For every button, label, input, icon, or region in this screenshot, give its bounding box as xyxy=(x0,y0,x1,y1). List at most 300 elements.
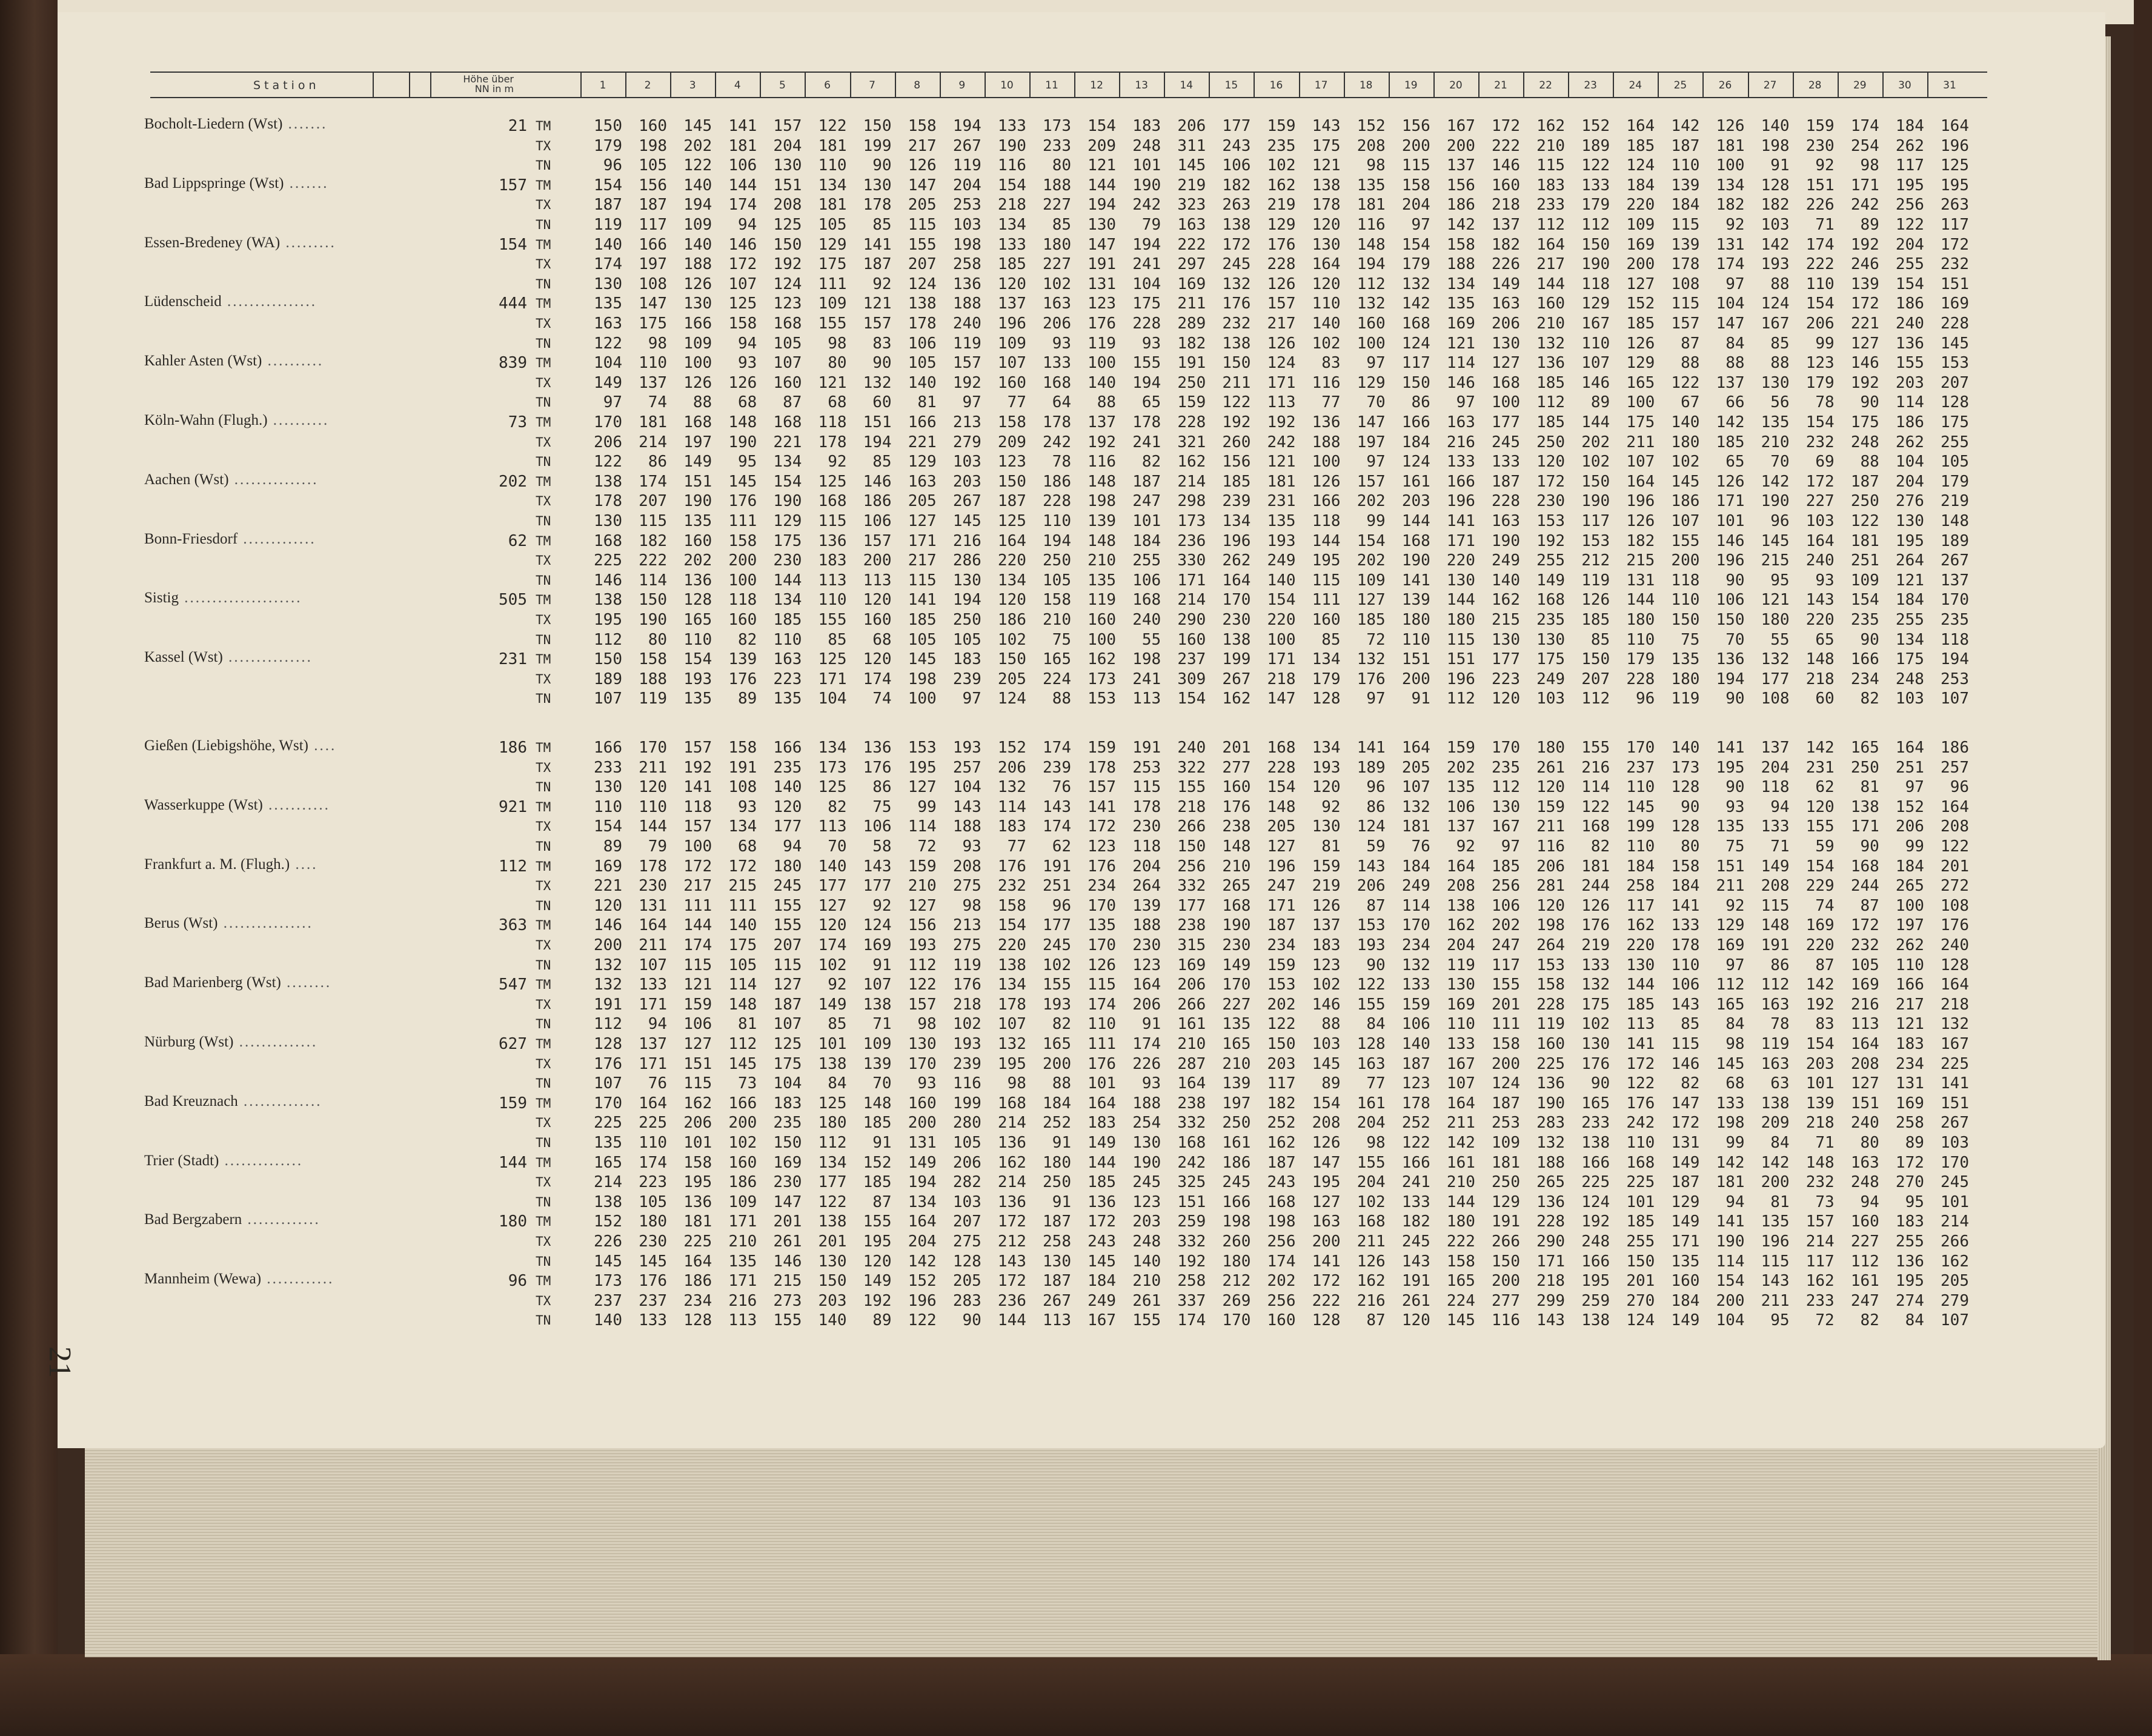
temperature-value: 167 xyxy=(1581,314,1610,333)
temperature-value: 207 xyxy=(908,255,937,274)
temperature-value: 135 xyxy=(1267,512,1296,530)
temperature-value: 132 xyxy=(863,373,892,392)
temperature-value: 139 xyxy=(1222,1074,1251,1093)
header-divider xyxy=(625,73,626,97)
temperature-value: 197 xyxy=(639,255,668,274)
temperature-value: 177 xyxy=(818,877,847,896)
temperature-value: 82 xyxy=(1860,690,1879,708)
temperature-value: 130 xyxy=(594,778,622,797)
temperature-value: 154 xyxy=(1805,857,1835,876)
temperature-value: 130 xyxy=(1043,1252,1071,1271)
temperature-value: 181 xyxy=(728,136,757,155)
temperature-value: 119 xyxy=(952,156,981,175)
temperature-value: 152 xyxy=(1895,797,1924,816)
temperature-value: 311 xyxy=(1177,136,1206,155)
temperature-value: 179 xyxy=(594,136,622,155)
day-column-header: 30 xyxy=(1898,79,1911,91)
measure-code: TN xyxy=(536,454,551,470)
temperature-value: 105 xyxy=(639,156,668,175)
header-divider xyxy=(409,73,410,97)
temperature-value: 202 xyxy=(1357,492,1386,511)
temperature-value: 117 xyxy=(1267,1074,1296,1093)
temperature-value: 117 xyxy=(1492,956,1520,974)
temperature-value: 286 xyxy=(952,551,981,570)
temperature-value: 106 xyxy=(863,512,892,530)
temperature-value: 157 xyxy=(1088,778,1117,797)
temperature-value: 204 xyxy=(773,136,802,155)
temperature-value: 146 xyxy=(728,235,757,254)
header-divider xyxy=(1702,73,1704,97)
day-column-header: 23 xyxy=(1584,79,1597,91)
station-altitude: 62 xyxy=(508,531,527,550)
temperature-value: 242 xyxy=(1043,433,1071,451)
temperature-value: 216 xyxy=(1850,995,1879,1014)
temperature-value: 212 xyxy=(1581,551,1610,570)
temperature-value: 143 xyxy=(1671,995,1700,1014)
temperature-value: 98 xyxy=(1366,1134,1386,1152)
temperature-value: 107 xyxy=(1626,453,1655,471)
temperature-value: 159 xyxy=(1312,857,1341,876)
temperature-value: 166 xyxy=(728,1094,757,1112)
temperature-value: 85 xyxy=(1770,334,1790,353)
temperature-value: 165 xyxy=(1446,1272,1475,1291)
temperature-value: 130 xyxy=(1492,797,1520,816)
temperature-value: 133 xyxy=(1043,354,1071,373)
temperature-value: 192 xyxy=(952,373,981,392)
temperature-value: 200 xyxy=(863,551,892,570)
temperature-value: 210 xyxy=(1446,1173,1475,1192)
temperature-value: 119 xyxy=(639,690,668,708)
temperature-value: 205 xyxy=(1941,1272,1969,1291)
temperature-value: 200 xyxy=(1043,1054,1071,1073)
temperature-value: 204 xyxy=(1761,758,1790,777)
temperature-value: 212 xyxy=(1222,1272,1251,1291)
temperature-value: 152 xyxy=(863,1153,892,1172)
temperature-value: 72 xyxy=(917,837,937,856)
measure-code: TX xyxy=(536,1293,551,1308)
temperature-value: 172 xyxy=(1850,916,1879,935)
temperature-value: 149 xyxy=(683,453,712,471)
temperature-value: 148 xyxy=(1088,472,1117,491)
temperature-value: 143 xyxy=(1536,1311,1566,1330)
temperature-value: 163 xyxy=(773,650,802,669)
temperature-value: 84 xyxy=(1725,334,1745,353)
temperature-value: 133 xyxy=(1446,453,1475,471)
temperature-value: 158 xyxy=(1446,235,1475,254)
temperature-value: 148 xyxy=(728,413,757,431)
temperature-value: 150 xyxy=(1716,611,1745,629)
temperature-value: 206 xyxy=(1492,314,1520,333)
temperature-value: 140 xyxy=(1492,571,1520,590)
temperature-value: 110 xyxy=(1805,274,1835,293)
temperature-value: 239 xyxy=(1222,492,1251,511)
temperature-value: 192 xyxy=(1805,995,1835,1014)
temperature-value: 176 xyxy=(1222,797,1251,816)
temperature-value: 65 xyxy=(1141,393,1161,412)
temperature-value: 102 xyxy=(997,630,1026,649)
temperature-value: 174 xyxy=(1088,995,1117,1014)
temperature-value: 131 xyxy=(1671,1134,1700,1152)
temperature-value: 114 xyxy=(997,797,1026,816)
temperature-value: 122 xyxy=(908,1311,937,1330)
temperature-value: 122 xyxy=(1671,373,1700,392)
temperature-value: 246 xyxy=(1850,255,1879,274)
temperature-value: 220 xyxy=(1805,936,1835,954)
temperature-value: 172 xyxy=(728,255,757,274)
measure-code: TX xyxy=(536,375,551,390)
temperature-value: 194 xyxy=(952,591,981,610)
temperature-value: 222 xyxy=(1446,1232,1475,1251)
temperature-value: 160 xyxy=(997,373,1026,392)
temperature-value: 192 xyxy=(1536,531,1566,550)
temperature-value: 155 xyxy=(1492,976,1520,994)
temperature-value: 185 xyxy=(1626,314,1655,333)
temperature-value: 193 xyxy=(952,739,981,757)
temperature-value: 150 xyxy=(818,1272,847,1291)
temperature-value: 98 xyxy=(1366,156,1386,175)
temperature-value: 211 xyxy=(1626,433,1655,451)
temperature-value: 115 xyxy=(1761,1252,1790,1271)
temperature-value: 180 xyxy=(1671,433,1700,451)
temperature-value: 93 xyxy=(1141,1074,1161,1093)
station-altitude: 505 xyxy=(499,591,527,610)
temperature-value: 124 xyxy=(1492,1074,1520,1093)
temperature-value: 121 xyxy=(863,294,892,313)
temperature-value: 91 xyxy=(1770,156,1790,175)
temperature-value: 260 xyxy=(1222,1232,1251,1251)
temperature-value: 206 xyxy=(1536,857,1566,876)
temperature-value: 100 xyxy=(1626,393,1655,412)
temperature-value: 185 xyxy=(1581,611,1610,629)
temperature-value: 154 xyxy=(683,650,712,669)
temperature-value: 188 xyxy=(1446,255,1475,274)
temperature-value: 174 xyxy=(639,472,668,491)
temperature-value: 181 xyxy=(818,196,847,215)
temperature-value: 102 xyxy=(1267,156,1296,175)
temperature-value: 181 xyxy=(683,1212,712,1231)
temperature-value: 113 xyxy=(728,1311,757,1330)
header-divider xyxy=(985,73,986,97)
temperature-value: 67 xyxy=(1681,393,1700,412)
temperature-value: 177 xyxy=(818,1173,847,1192)
temperature-value: 190 xyxy=(1761,492,1790,511)
temperature-value: 241 xyxy=(1132,670,1161,688)
temperature-value: 211 xyxy=(1177,294,1206,313)
temperature-value: 106 xyxy=(1446,797,1475,816)
temperature-value: 194 xyxy=(683,196,712,215)
temperature-value: 185 xyxy=(1626,1212,1655,1231)
temperature-value: 171 xyxy=(1850,176,1879,195)
temperature-value: 105 xyxy=(952,1134,981,1152)
temperature-value: 170 xyxy=(908,1054,937,1073)
temperature-value: 89 xyxy=(1905,1134,1924,1152)
temperature-value: 140 xyxy=(1132,1252,1161,1271)
temperature-value: 155 xyxy=(773,916,802,935)
temperature-value: 79 xyxy=(1141,216,1161,234)
temperature-value: 131 xyxy=(908,1134,937,1152)
temperature-value: 110 xyxy=(1671,591,1700,610)
temperature-value: 204 xyxy=(1132,857,1161,876)
station-altitude: 231 xyxy=(499,650,527,669)
temperature-value: 119 xyxy=(1446,956,1475,974)
temperature-value: 163 xyxy=(594,314,622,333)
temperature-value: 195 xyxy=(1312,551,1341,570)
temperature-value: 133 xyxy=(1581,176,1610,195)
temperature-value: 172 xyxy=(1088,817,1117,836)
temperature-value: 195 xyxy=(1941,176,1969,195)
temperature-value: 156 xyxy=(908,916,937,935)
temperature-value: 158 xyxy=(728,531,757,550)
temperature-value: 188 xyxy=(639,670,668,688)
temperature-value: 121 xyxy=(1088,156,1117,175)
temperature-value: 185 xyxy=(1088,1173,1117,1192)
temperature-value: 122 xyxy=(1222,393,1251,412)
temperature-value: 155 xyxy=(818,314,847,333)
station-altitude: 157 xyxy=(499,176,527,195)
station-label: Mannheim (Wewa) xyxy=(144,1271,262,1288)
temperature-value: 162 xyxy=(1941,1252,1969,1271)
temperature-value: 70 xyxy=(872,1074,892,1093)
temperature-value: 174 xyxy=(818,936,847,954)
temperature-value: 162 xyxy=(1267,1134,1296,1152)
temperature-value: 113 xyxy=(1626,1015,1655,1034)
temperature-value: 85 xyxy=(872,453,892,471)
temperature-value: 211 xyxy=(639,758,668,777)
temperature-value: 93 xyxy=(737,797,757,816)
temperature-value: 206 xyxy=(1177,976,1206,994)
temperature-value: 192 xyxy=(683,758,712,777)
temperature-value: 90 xyxy=(872,354,892,373)
temperature-value: 164 xyxy=(1446,857,1475,876)
temperature-value: 72 xyxy=(1815,1311,1835,1330)
temperature-value: 199 xyxy=(1222,650,1251,669)
temperature-value: 106 xyxy=(683,1015,712,1034)
temperature-value: 276 xyxy=(1895,492,1924,511)
temperature-value: 155 xyxy=(1132,1311,1161,1330)
temperature-value: 166 xyxy=(1581,1252,1610,1271)
temperature-value: 218 xyxy=(1492,196,1520,215)
temperature-value: 206 xyxy=(952,1153,981,1172)
temperature-value: 147 xyxy=(773,1192,802,1211)
temperature-value: 137 xyxy=(1446,817,1475,836)
header-divider xyxy=(805,73,806,97)
header-divider xyxy=(850,73,851,97)
temperature-value: 194 xyxy=(952,117,981,135)
temperature-value: 266 xyxy=(1941,1232,1969,1251)
measure-code: TX xyxy=(536,257,551,272)
temperature-value: 208 xyxy=(1941,817,1969,836)
temperature-value: 151 xyxy=(683,472,712,491)
temperature-value: 144 xyxy=(997,1311,1026,1330)
temperature-value: 228 xyxy=(1536,1212,1566,1231)
header-divider xyxy=(940,73,941,97)
leader-dots: .............. xyxy=(237,1092,322,1109)
temperature-value: 119 xyxy=(1088,591,1117,610)
temperature-value: 107 xyxy=(1446,1074,1475,1093)
temperature-value: 188 xyxy=(952,294,981,313)
temperature-value: 194 xyxy=(1132,235,1161,254)
temperature-value: 190 xyxy=(1581,255,1610,274)
temperature-value: 71 xyxy=(1815,216,1835,234)
temperature-value: 234 xyxy=(1895,1054,1924,1073)
temperature-value: 154 xyxy=(1267,778,1296,797)
temperature-value: 215 xyxy=(728,877,757,896)
temperature-value: 153 xyxy=(1536,512,1566,530)
temperature-value: 90 xyxy=(1725,690,1745,708)
temperature-value: 171 xyxy=(1716,492,1745,511)
temperature-value: 116 xyxy=(1088,453,1117,471)
temperature-value: 101 xyxy=(1941,1192,1969,1211)
temperature-value: 118 xyxy=(1941,630,1969,649)
temperature-value: 135 xyxy=(1761,413,1790,431)
temperature-value: 206 xyxy=(1177,117,1206,135)
temperature-value: 222 xyxy=(1492,136,1520,155)
temperature-value: 146 xyxy=(1581,373,1610,392)
temperature-value: 222 xyxy=(1805,255,1835,274)
temperature-value: 136 xyxy=(1536,1074,1566,1093)
temperature-value: 86 xyxy=(1411,393,1430,412)
temperature-value: 133 xyxy=(997,117,1026,135)
temperature-value: 104 xyxy=(1895,453,1924,471)
temperature-value: 210 xyxy=(1222,857,1251,876)
temperature-value: 122 xyxy=(594,453,622,471)
temperature-value: 110 xyxy=(1671,956,1700,974)
temperature-value: 129 xyxy=(773,512,802,530)
temperature-value: 166 xyxy=(1401,1153,1430,1172)
book-cover-bottom xyxy=(0,1654,2152,1736)
temperature-value: 189 xyxy=(594,670,622,688)
temperature-value: 137 xyxy=(997,294,1026,313)
temperature-value: 174 xyxy=(1177,1311,1206,1330)
header-divider xyxy=(1658,73,1659,97)
temperature-value: 151 xyxy=(863,413,892,431)
temperature-value: 71 xyxy=(872,1015,892,1034)
day-column-header: 19 xyxy=(1404,79,1418,91)
temperature-value: 78 xyxy=(1052,453,1071,471)
temperature-value: 113 xyxy=(1267,393,1296,412)
temperature-value: 129 xyxy=(1267,216,1296,234)
temperature-value: 89 xyxy=(603,837,622,856)
temperature-value: 97 xyxy=(962,393,981,412)
temperature-value: 210 xyxy=(1536,314,1566,333)
temperature-value: 176 xyxy=(952,976,981,994)
temperature-value: 137 xyxy=(639,373,668,392)
temperature-value: 112 xyxy=(1850,1252,1879,1271)
temperature-value: 157 xyxy=(773,117,802,135)
temperature-value: 110 xyxy=(818,591,847,610)
temperature-value: 128 xyxy=(1941,393,1969,412)
temperature-value: 175 xyxy=(818,255,847,274)
temperature-value: 191 xyxy=(1088,255,1117,274)
page-number: 21 xyxy=(42,1346,77,1378)
temperature-value: 178 xyxy=(1132,797,1161,816)
temperature-value: 242 xyxy=(1132,196,1161,215)
temperature-value: 153 xyxy=(1267,976,1296,994)
temperature-value: 166 xyxy=(683,314,712,333)
temperature-value: 130 xyxy=(863,176,892,195)
temperature-value: 165 xyxy=(683,611,712,629)
temperature-value: 145 xyxy=(1941,334,1969,353)
temperature-value: 97 xyxy=(1456,393,1475,412)
temperature-value: 196 xyxy=(1222,531,1251,550)
temperature-value: 141 xyxy=(728,117,757,135)
temperature-value: 143 xyxy=(1761,1272,1790,1291)
temperature-value: 136 xyxy=(1716,650,1745,669)
temperature-value: 191 xyxy=(1761,936,1790,954)
temperature-value: 145 xyxy=(952,512,981,530)
temperature-value: 170 xyxy=(594,413,622,431)
temperature-value: 172 xyxy=(1536,472,1566,491)
temperature-value: 264 xyxy=(1895,551,1924,570)
temperature-value: 101 xyxy=(818,1035,847,1053)
temperature-value: 153 xyxy=(1088,690,1117,708)
temperature-value: 216 xyxy=(1357,1291,1386,1310)
station-altitude: 921 xyxy=(499,797,527,816)
temperature-value: 130 xyxy=(1761,373,1790,392)
temperature-value: 90 xyxy=(1366,956,1386,974)
temperature-value: 158 xyxy=(728,314,757,333)
measure-code: TN xyxy=(536,957,551,973)
temperature-value: 117 xyxy=(1895,156,1924,175)
temperature-value: 281 xyxy=(1536,877,1566,896)
temperature-value: 244 xyxy=(1850,877,1879,896)
temperature-value: 233 xyxy=(1581,1114,1610,1132)
temperature-value: 171 xyxy=(1267,896,1296,915)
temperature-value: 140 xyxy=(594,235,622,254)
measure-code: TN xyxy=(536,1136,551,1150)
temperature-value: 162 xyxy=(1626,916,1655,935)
temperature-value: 142 xyxy=(1761,472,1790,491)
temperature-value: 239 xyxy=(952,1054,981,1073)
temperature-value: 160 xyxy=(1492,176,1520,195)
temperature-value: 270 xyxy=(1626,1291,1655,1310)
temperature-value: 229 xyxy=(1805,877,1835,896)
temperature-value: 227 xyxy=(1043,255,1071,274)
temperature-value: 203 xyxy=(1805,1054,1835,1073)
header-divider xyxy=(1344,73,1345,97)
station-label: Bad Bergzabern xyxy=(144,1211,242,1228)
temperature-value: 178 xyxy=(639,857,668,876)
temperature-value: 176 xyxy=(728,492,757,511)
temperature-value: 186 xyxy=(728,1173,757,1192)
temperature-value: 262 xyxy=(1895,936,1924,954)
temperature-value: 264 xyxy=(1132,877,1161,896)
temperature-value: 206 xyxy=(683,1114,712,1132)
day-column-header: 16 xyxy=(1269,79,1283,91)
temperature-value: 109 xyxy=(1626,216,1655,234)
temperature-value: 146 xyxy=(594,916,622,935)
temperature-value: 190 xyxy=(1132,1153,1161,1172)
temperature-value: 146 xyxy=(1671,1054,1700,1073)
temperature-value: 232 xyxy=(1805,433,1835,451)
temperature-value: 130 xyxy=(1446,571,1475,590)
station-label: Berus (Wst) xyxy=(144,915,218,932)
temperature-value: 159 xyxy=(1536,797,1566,816)
temperature-value: 220 xyxy=(1626,936,1655,954)
temperature-value: 256 xyxy=(1177,857,1206,876)
temperature-value: 151 xyxy=(1401,650,1430,669)
temperature-value: 78 xyxy=(1815,393,1835,412)
temperature-value: 89 xyxy=(1321,1074,1341,1093)
temperature-value: 189 xyxy=(1357,758,1386,777)
temperature-value: 137 xyxy=(1761,739,1790,757)
temperature-value: 146 xyxy=(1312,995,1341,1014)
temperature-value: 160 xyxy=(1088,611,1117,629)
station-label: Aachen (Wst) xyxy=(144,471,229,488)
measure-code: TX xyxy=(536,613,551,627)
temperature-value: 195 xyxy=(1895,176,1924,195)
temperature-value: 247 xyxy=(1850,1291,1879,1310)
